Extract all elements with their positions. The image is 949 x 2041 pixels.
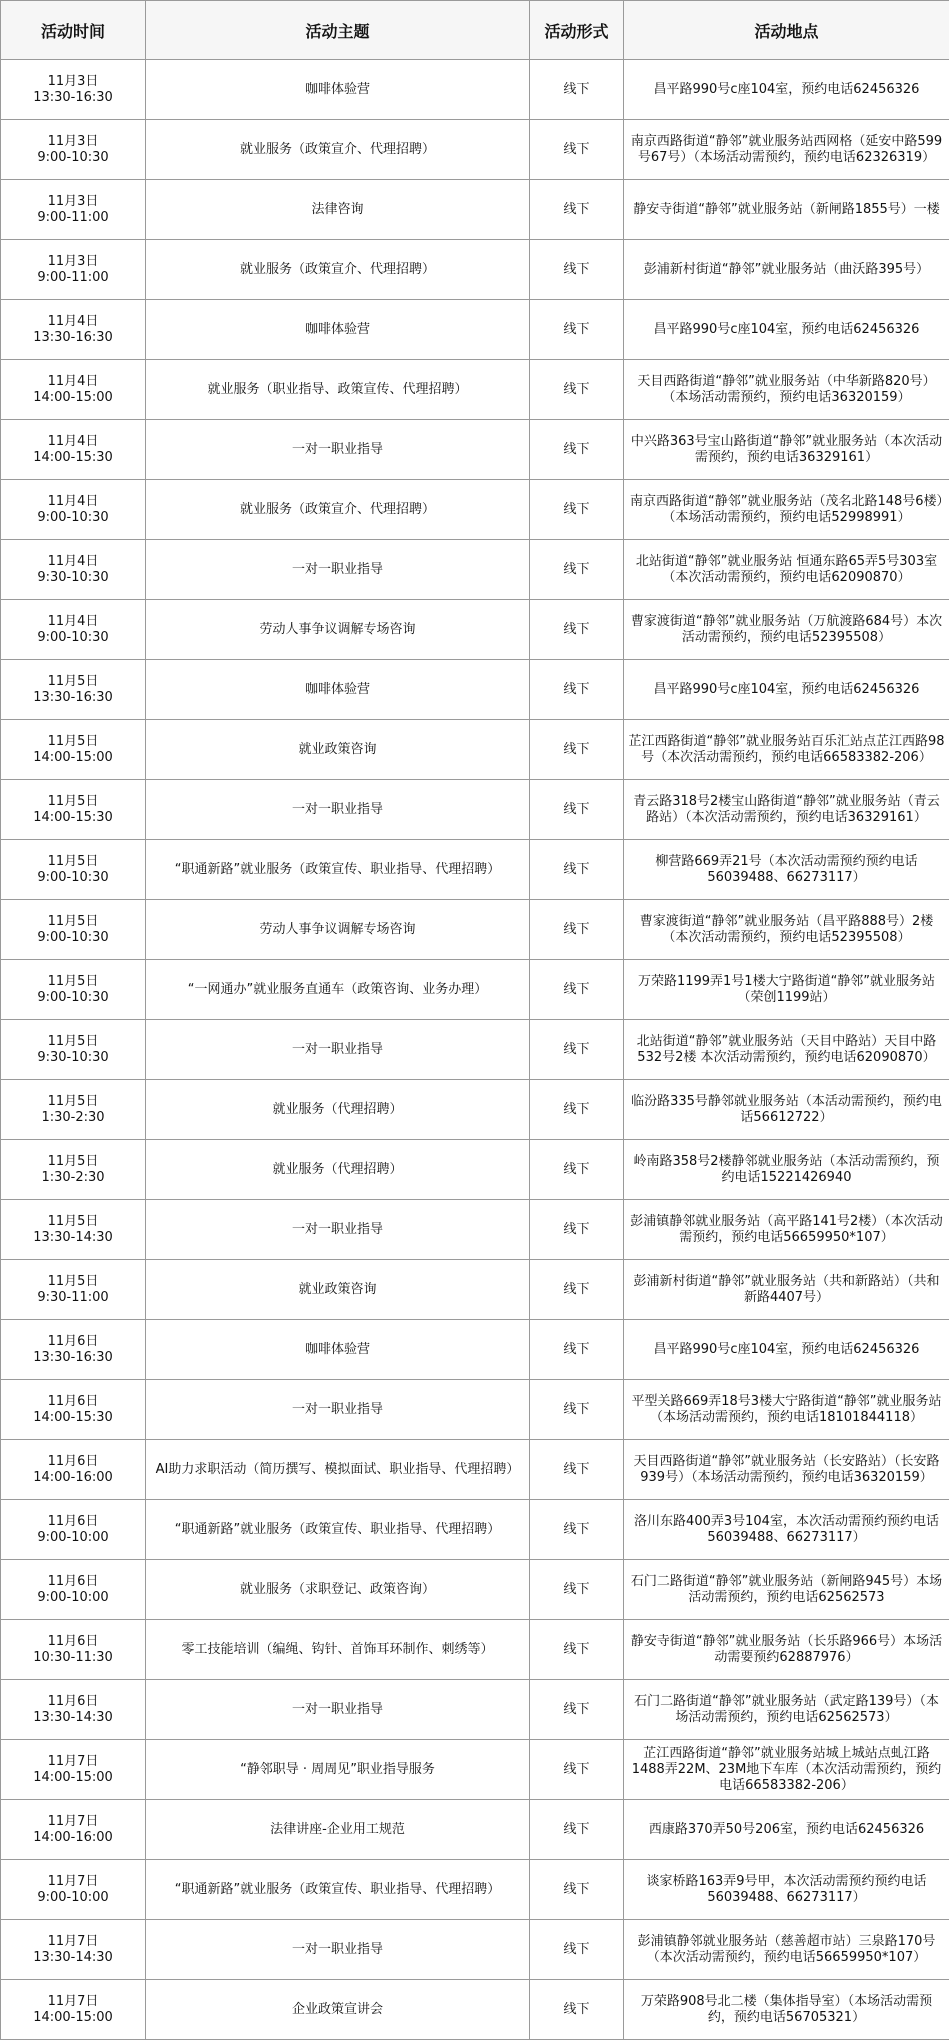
activity-date: 11月5日 <box>47 1273 99 1289</box>
cell-place: 芷江西路街道“静邻”就业服务站百乐汇站点芷江西路98号（本次活动需预约，预约电话66583382-206） <box>624 720 949 780</box>
activity-date: 11月7日 <box>47 1933 99 1949</box>
cell-place: 曹家渡街道“静邻”就业服务站（昌平路888号）2楼（本次活动需预约，预约电话52395508） <box>624 900 949 960</box>
table-row <box>1 1740 949 1800</box>
cell-form: 线下 <box>530 480 624 540</box>
cell-time <box>1 1740 146 1800</box>
cell-theme: “一网通办”就业服务直通车（政策咨询、业务办理） <box>146 960 530 1020</box>
activity-date: 11月6日 <box>47 1693 99 1709</box>
table-row <box>1 600 949 660</box>
activity-date: 11月3日 <box>47 253 99 269</box>
cell-place: 芷江西路街道“静邻”就业服务站城上城站点虬江路1488弄22M、23M地下车库（本次活动需预约，预约电话66583382-206） <box>624 1740 949 1800</box>
cell-form: 线下 <box>530 780 624 840</box>
cell-place: 谈家桥路163弄9号甲，本次活动需预约预约电话56039488、66273117） <box>624 1860 949 1920</box>
cell-theme: 就业服务（政策宣介、代理招聘） <box>146 240 530 300</box>
cell-time <box>1 180 146 240</box>
cell-time <box>1 600 146 660</box>
cell-theme: 一对一职业指导 <box>146 1200 530 1260</box>
cell-place: 北站街道“静邻”就业服务站 恒通东路65弄5号303室（本次活动需预约，预约电话62090870） <box>624 540 949 600</box>
table-row <box>1 240 949 300</box>
activity-date: 11月5日 <box>47 973 99 989</box>
cell-time <box>1 1560 146 1620</box>
activity-time: 9:00-10:30 <box>37 509 109 525</box>
cell-form: 线下 <box>530 1740 624 1800</box>
table-row <box>1 1320 949 1380</box>
table-row <box>1 480 949 540</box>
cell-place: 曹家渡街道“静邻”就业服务站（万航渡路684号）本次活动需预约，预约电话52395508） <box>624 600 949 660</box>
table-row <box>1 660 949 720</box>
cell-place: 昌平路990号c座104室，预约电话62456326 <box>624 660 949 720</box>
activity-time: 14:00-15:00 <box>33 749 113 765</box>
activity-date: 11月6日 <box>47 1453 99 1469</box>
header-theme: 活动主题 <box>146 1 530 60</box>
cell-form: 线下 <box>530 360 624 420</box>
cell-form: 线下 <box>530 840 624 900</box>
table-row <box>1 1800 949 1860</box>
cell-time <box>1 1260 146 1320</box>
cell-theme: 一对一职业指导 <box>146 780 530 840</box>
cell-form: 线下 <box>530 1020 624 1080</box>
table-row <box>1 60 949 120</box>
cell-place: 彭浦新村街道“静邻”就业服务站（共和新路站）（共和新路4407号） <box>624 1260 949 1320</box>
table-row <box>1 720 949 780</box>
activity-time: 13:30-14:30 <box>33 1949 113 1965</box>
activity-time: 13:30-16:30 <box>33 689 113 705</box>
activity-date: 11月3日 <box>47 73 99 89</box>
activity-time: 14:00-15:30 <box>33 449 113 465</box>
table-row <box>1 1620 949 1680</box>
cell-place: 天目西路街道“静邻”就业服务站（长安路站）（长安路939号）（本场活动需预约，预约电话36320159） <box>624 1440 949 1500</box>
table-row <box>1 420 949 480</box>
activity-time: 14:00-15:30 <box>33 809 113 825</box>
cell-time <box>1 120 146 180</box>
cell-place: 万荣路908号北二楼（集体指导室）（本场活动需预约，预约电话56705321） <box>624 1980 949 2040</box>
activity-date: 11月5日 <box>47 673 99 689</box>
cell-place: 北站街道“静邻”就业服务站（天目中路站）天目中路532号2楼 本次活动需预约，预约电话62090870） <box>624 1020 949 1080</box>
cell-time <box>1 1920 146 1980</box>
activity-time: 9:00-10:00 <box>37 1589 109 1605</box>
cell-place: 平型关路669弄18号3楼大宁路街道“静邻”就业服务站（本场活动需预约，预约电话18101844118） <box>624 1380 949 1440</box>
cell-form: 线下 <box>530 240 624 300</box>
activity-time: 9:30-10:30 <box>37 1049 109 1065</box>
cell-form: 线下 <box>530 1980 624 2040</box>
activity-time: 14:00-15:00 <box>33 2009 113 2025</box>
activity-time: 13:30-16:30 <box>33 1349 113 1365</box>
cell-time <box>1 720 146 780</box>
activity-time: 14:00-15:30 <box>33 1409 113 1425</box>
cell-form: 线下 <box>530 1260 624 1320</box>
header-place: 活动地点 <box>624 1 949 60</box>
cell-theme: 就业服务（职业指导、政策宣传、代理招聘） <box>146 360 530 420</box>
cell-theme: 咖啡体验营 <box>146 300 530 360</box>
activity-date: 11月4日 <box>47 373 99 389</box>
table-body <box>1 60 949 2040</box>
cell-form: 线下 <box>530 540 624 600</box>
cell-theme: 法律讲座-企业用工规范 <box>146 1800 530 1860</box>
cell-form: 线下 <box>530 1500 624 1560</box>
cell-theme: 一对一职业指导 <box>146 1020 530 1080</box>
cell-form: 线下 <box>530 1080 624 1140</box>
cell-form: 线下 <box>530 1320 624 1380</box>
cell-form: 线下 <box>530 60 624 120</box>
activity-time: 14:00-16:00 <box>33 1829 113 1845</box>
table-row <box>1 1500 949 1560</box>
header-form: 活动形式 <box>530 1 624 60</box>
cell-theme: 零工技能培训（编绳、钩针、首饰耳环制作、刺绣等） <box>146 1620 530 1680</box>
cell-time <box>1 900 146 960</box>
activity-date: 11月5日 <box>47 1153 99 1169</box>
activity-date: 11月5日 <box>47 1033 99 1049</box>
cell-time <box>1 960 146 1020</box>
cell-theme: 劳动人事争议调解专场咨询 <box>146 600 530 660</box>
activity-date: 11月6日 <box>47 1333 99 1349</box>
activity-time: 14:00-15:00 <box>33 389 113 405</box>
activity-date: 11月6日 <box>47 1573 99 1589</box>
table-row <box>1 900 949 960</box>
activity-time: 13:30-14:30 <box>33 1709 113 1725</box>
activity-date: 11月4日 <box>47 553 99 569</box>
activity-date: 11月6日 <box>47 1393 99 1409</box>
cell-theme: 咖啡体验营 <box>146 660 530 720</box>
activity-date: 11月3日 <box>47 133 99 149</box>
table-row <box>1 540 949 600</box>
table-row <box>1 960 949 1020</box>
activity-time: 9:00-11:00 <box>37 209 109 225</box>
cell-place: 彭浦新村街道“静邻”就业服务站（曲沃路395号） <box>624 240 949 300</box>
cell-theme: 劳动人事争议调解专场咨询 <box>146 900 530 960</box>
cell-time <box>1 1140 146 1200</box>
cell-theme: 一对一职业指导 <box>146 1680 530 1740</box>
activity-date: 11月4日 <box>47 433 99 449</box>
cell-time <box>1 1080 146 1140</box>
table-row <box>1 1380 949 1440</box>
cell-place: 静安寺街道“静邻”就业服务站（新闸路1855号）一楼 <box>624 180 949 240</box>
cell-form: 线下 <box>530 960 624 1020</box>
cell-place: 天目西路街道“静邻”就业服务站（中华新路820号）（本场活动需预约，预约电话36320159） <box>624 360 949 420</box>
cell-form: 线下 <box>530 1920 624 1980</box>
table-row <box>1 1080 949 1140</box>
cell-theme: 就业政策咨询 <box>146 720 530 780</box>
header-row <box>1 1 949 60</box>
cell-form: 线下 <box>530 900 624 960</box>
cell-form: 线下 <box>530 420 624 480</box>
cell-place: 青云路318号2楼宝山路街道“静邻”就业服务站（青云路站）（本次活动需预约，预约电话36329161） <box>624 780 949 840</box>
cell-form: 线下 <box>530 1620 624 1680</box>
activity-date: 11月5日 <box>47 913 99 929</box>
activity-date: 11月6日 <box>47 1513 99 1529</box>
cell-form: 线下 <box>530 660 624 720</box>
cell-form: 线下 <box>530 1800 624 1860</box>
cell-place: 昌平路990号c座104室，预约电话62456326 <box>624 1320 949 1380</box>
cell-place: 岭南路358号2楼静邻就业服务站（本活动需预约，预约电话15221426940 <box>624 1140 949 1200</box>
table-row <box>1 1440 949 1500</box>
cell-time <box>1 1200 146 1260</box>
cell-time <box>1 480 146 540</box>
cell-theme: 就业政策咨询 <box>146 1260 530 1320</box>
cell-form: 线下 <box>530 180 624 240</box>
table-row <box>1 360 949 420</box>
cell-time <box>1 540 146 600</box>
activity-date: 11月4日 <box>47 613 99 629</box>
cell-place: 临汾路335号静邻就业服务站（本活动需预约，预约电话56612722） <box>624 1080 949 1140</box>
cell-place: 南京西路街道“静邻”就业服务站（茂名北路148号6楼）（本场活动需预约，预约电话52998991） <box>624 480 949 540</box>
table-row <box>1 1860 949 1920</box>
cell-place: 西康路370弄50号206室，预约电话62456326 <box>624 1800 949 1860</box>
cell-form: 线下 <box>530 120 624 180</box>
activity-date: 11月7日 <box>47 1873 99 1889</box>
cell-place: 洛川东路400弄3号104室，本次活动需预约预约电话56039488、66273117） <box>624 1500 949 1560</box>
cell-theme: 企业政策宣讲会 <box>146 1980 530 2040</box>
table-row <box>1 300 949 360</box>
cell-time <box>1 840 146 900</box>
activity-time: 14:00-16:00 <box>33 1469 113 1485</box>
cell-time <box>1 240 146 300</box>
cell-time <box>1 60 146 120</box>
cell-time <box>1 1020 146 1080</box>
activity-time: 14:00-15:00 <box>33 1769 113 1785</box>
cell-place: 彭浦镇静邻就业服务站（高平路141号2楼）（本次活动需预约，预约电话56659950*107） <box>624 1200 949 1260</box>
cell-theme: 法律咨询 <box>146 180 530 240</box>
activity-time: 9:00-10:30 <box>37 929 109 945</box>
cell-theme: 一对一职业指导 <box>146 540 530 600</box>
activity-date: 11月7日 <box>47 1813 99 1829</box>
activity-date: 11月5日 <box>47 793 99 809</box>
activity-time: 13:30-16:30 <box>33 89 113 105</box>
cell-time <box>1 1800 146 1860</box>
activity-time: 9:30-11:00 <box>37 1289 109 1305</box>
activity-date: 11月5日 <box>47 733 99 749</box>
table-row <box>1 1140 949 1200</box>
cell-theme: 一对一职业指导 <box>146 1920 530 1980</box>
activity-time: 1:30-2:30 <box>41 1169 105 1185</box>
activity-date: 11月4日 <box>47 313 99 329</box>
cell-theme: “职通新路”就业服务（政策宣传、职业指导、代理招聘） <box>146 840 530 900</box>
activity-time: 13:30-16:30 <box>33 329 113 345</box>
cell-time <box>1 420 146 480</box>
table-row <box>1 840 949 900</box>
table-row <box>1 120 949 180</box>
cell-form: 线下 <box>530 1440 624 1500</box>
activity-time: 9:00-10:00 <box>37 1889 109 1905</box>
cell-form: 线下 <box>530 1200 624 1260</box>
cell-form: 线下 <box>530 1380 624 1440</box>
activity-time: 9:00-11:00 <box>37 269 109 285</box>
cell-theme: “静邻职导 · 周周见”职业指导服务 <box>146 1740 530 1800</box>
activity-time: 9:00-10:30 <box>37 989 109 1005</box>
cell-time <box>1 1320 146 1380</box>
cell-theme: 咖啡体验营 <box>146 60 530 120</box>
cell-theme: “职通新路”就业服务（政策宣传、职业指导、代理招聘） <box>146 1860 530 1920</box>
cell-time <box>1 780 146 840</box>
cell-theme: 就业服务（求职登记、政策咨询） <box>146 1560 530 1620</box>
activity-date: 11月5日 <box>47 1213 99 1229</box>
cell-time <box>1 300 146 360</box>
activity-time: 10:30-11:30 <box>33 1649 113 1665</box>
table-header <box>1 1 949 60</box>
cell-theme: 就业服务（政策宣介、代理招聘） <box>146 480 530 540</box>
cell-theme: “职通新路”就业服务（政策宣传、职业指导、代理招聘） <box>146 1500 530 1560</box>
cell-time <box>1 360 146 420</box>
activity-date: 11月4日 <box>47 493 99 509</box>
cell-time <box>1 1860 146 1920</box>
cell-place: 南京西路街道“静邻”就业服务站西网格（延安中路599号67号）（本场活动需预约，预约电话62326319） <box>624 120 949 180</box>
activity-date: 11月5日 <box>47 853 99 869</box>
table-row <box>1 180 949 240</box>
cell-place: 石门二路街道“静邻”就业服务站（武定路139号）（本场活动需预约，预约电话62562573） <box>624 1680 949 1740</box>
activity-time: 9:00-10:30 <box>37 869 109 885</box>
cell-theme: 咖啡体验营 <box>146 1320 530 1380</box>
table-row <box>1 780 949 840</box>
activity-date: 11月5日 <box>47 1093 99 1109</box>
cell-place: 彭浦镇静邻就业服务站（慈善超市站）三泉路170号（本次活动需预约，预约电话56659950*107） <box>624 1920 949 1980</box>
table-row <box>1 1980 949 2040</box>
header-time: 活动时间 <box>1 1 146 60</box>
table-row <box>1 1560 949 1620</box>
cell-time <box>1 1440 146 1500</box>
activity-time: 9:30-10:30 <box>37 569 109 585</box>
cell-form: 线下 <box>530 300 624 360</box>
cell-place: 静安寺街道“静邻”就业服务站（长乐路966号）本场活动需要预约62887976） <box>624 1620 949 1680</box>
activity-time: 13:30-14:30 <box>33 1229 113 1245</box>
cell-place: 中兴路363号宝山路街道“静邻”就业服务站（本次活动需预约，预约电话36329161） <box>624 420 949 480</box>
cell-theme: AI助力求职活动（简历撰写、模拟面试、职业指导、代理招聘） <box>146 1440 530 1500</box>
cell-time <box>1 1980 146 2040</box>
cell-time <box>1 1380 146 1440</box>
activity-date: 11月7日 <box>47 1993 99 2009</box>
table-row <box>1 1920 949 1980</box>
table-row <box>1 1020 949 1080</box>
cell-theme: 就业服务（代理招聘） <box>146 1080 530 1140</box>
cell-place: 柳营路669弄21号（本次活动需预约预约电话56039488、66273117） <box>624 840 949 900</box>
cell-time <box>1 1500 146 1560</box>
cell-form: 线下 <box>530 600 624 660</box>
activity-time: 9:00-10:30 <box>37 629 109 645</box>
cell-form: 线下 <box>530 1680 624 1740</box>
cell-place: 万荣路1199弄1号1楼大宁路街道“静邻”就业服务站（荣创1199站） <box>624 960 949 1020</box>
table-row <box>1 1200 949 1260</box>
cell-form: 线下 <box>530 1860 624 1920</box>
cell-theme: 一对一职业指导 <box>146 1380 530 1440</box>
cell-form: 线下 <box>530 1560 624 1620</box>
activity-date: 11月6日 <box>47 1633 99 1649</box>
cell-place: 昌平路990号c座104室，预约电话62456326 <box>624 300 949 360</box>
cell-time <box>1 1620 146 1680</box>
cell-place: 石门二路街道“静邻”就业服务站（新闸路945号）本场活动需预约，预约电话62562573 <box>624 1560 949 1620</box>
activity-time: 9:00-10:30 <box>37 149 109 165</box>
activity-date: 11月7日 <box>47 1753 99 1769</box>
table-row <box>1 1680 949 1740</box>
activity-date: 11月3日 <box>47 193 99 209</box>
cell-place: 昌平路990号c座104室，预约电话62456326 <box>624 60 949 120</box>
activity-time: 1:30-2:30 <box>41 1109 105 1125</box>
cell-theme: 就业服务（政策宣介、代理招聘） <box>146 120 530 180</box>
cell-form: 线下 <box>530 1140 624 1200</box>
activity-time: 9:00-10:00 <box>37 1529 109 1545</box>
cell-time <box>1 660 146 720</box>
table-row <box>1 1260 949 1320</box>
cell-form: 线下 <box>530 720 624 780</box>
cell-theme: 就业服务（代理招聘） <box>146 1140 530 1200</box>
cell-time <box>1 1680 146 1740</box>
cell-theme: 一对一职业指导 <box>146 420 530 480</box>
